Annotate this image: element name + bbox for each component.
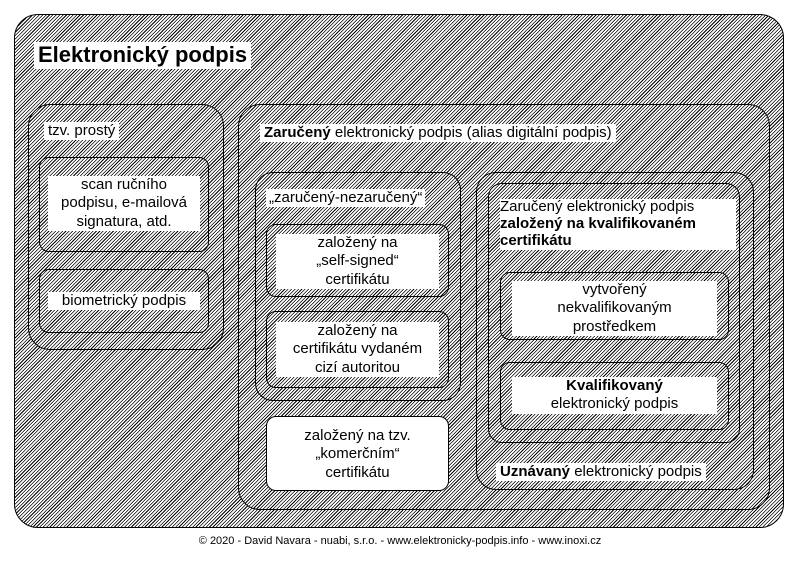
copyright-footer: © 2020 - David Navara - nuabi, s.r.o. - www.elektronicky-podpis.info - www.inoxi.cz [198, 535, 602, 547]
commercial-line-1: založený na tzv. [304, 427, 411, 444]
qualified-cert-line-1: Zaručený elektronický podpis [500, 198, 695, 215]
self-signed-line-3: certifikátu [325, 270, 390, 288]
foreign-authority-line-2: certifikátu vydaném [292, 340, 423, 358]
qualified-cert-line-3: certifikátu [500, 231, 572, 249]
scan-line-2: podpisu, e-mailová [61, 194, 187, 212]
recognized-signature-title [496, 463, 706, 481]
qualified-signature-rest: elektronický podpis [550, 395, 679, 413]
scan-line-1: scan ručního [81, 176, 167, 193]
qualified-signature-label [512, 377, 717, 414]
biometric-signature-label: biometrický podpis [48, 292, 200, 310]
scan-signature-label [48, 176, 200, 231]
commercial-line-3: certifikátu [325, 463, 390, 481]
simple-signature-title: tzv. prostý [44, 122, 119, 140]
self-signed-line-2: „self-signed“ [316, 252, 399, 270]
guaranteed-unguaranteed-title: „zaručený-nezaručený“ [266, 189, 425, 207]
foreign-authority-line-3: cizí autoritou [314, 358, 401, 376]
qualified-certificate-title [500, 199, 736, 250]
advanced-title-rest: elektronický podpis (alias digitální podpis) [330, 124, 612, 141]
self-signed-line-1: založený na [317, 234, 398, 251]
advanced-title-bold: Zaručený [264, 124, 331, 141]
commercial-line-2: „komerčním“ [315, 445, 400, 463]
non-qualified-line-3: prostředkem [572, 317, 657, 335]
advanced-signature-title [260, 124, 616, 142]
non-qualified-device-label [512, 281, 717, 336]
scan-line-3: signatura, atd. [76, 212, 172, 230]
self-signed-label [276, 234, 439, 289]
foreign-authority-line-1: založený na [317, 322, 398, 339]
recognized-title-rest: elektronický podpis [570, 463, 702, 480]
commercial-certificate-label [276, 427, 439, 482]
main-title: Elektronický podpis [34, 42, 251, 69]
foreign-authority-label [276, 322, 439, 377]
qualified-cert-line-2: založený na kvalifikovaném [500, 214, 696, 232]
recognized-title-bold: Uznávaný [500, 463, 571, 480]
qualified-signature-bold: Kvalifikovaný [566, 377, 663, 394]
non-qualified-line-2: nekvalifikovaným [557, 299, 672, 317]
non-qualified-line-1: vytvořený [582, 281, 647, 298]
